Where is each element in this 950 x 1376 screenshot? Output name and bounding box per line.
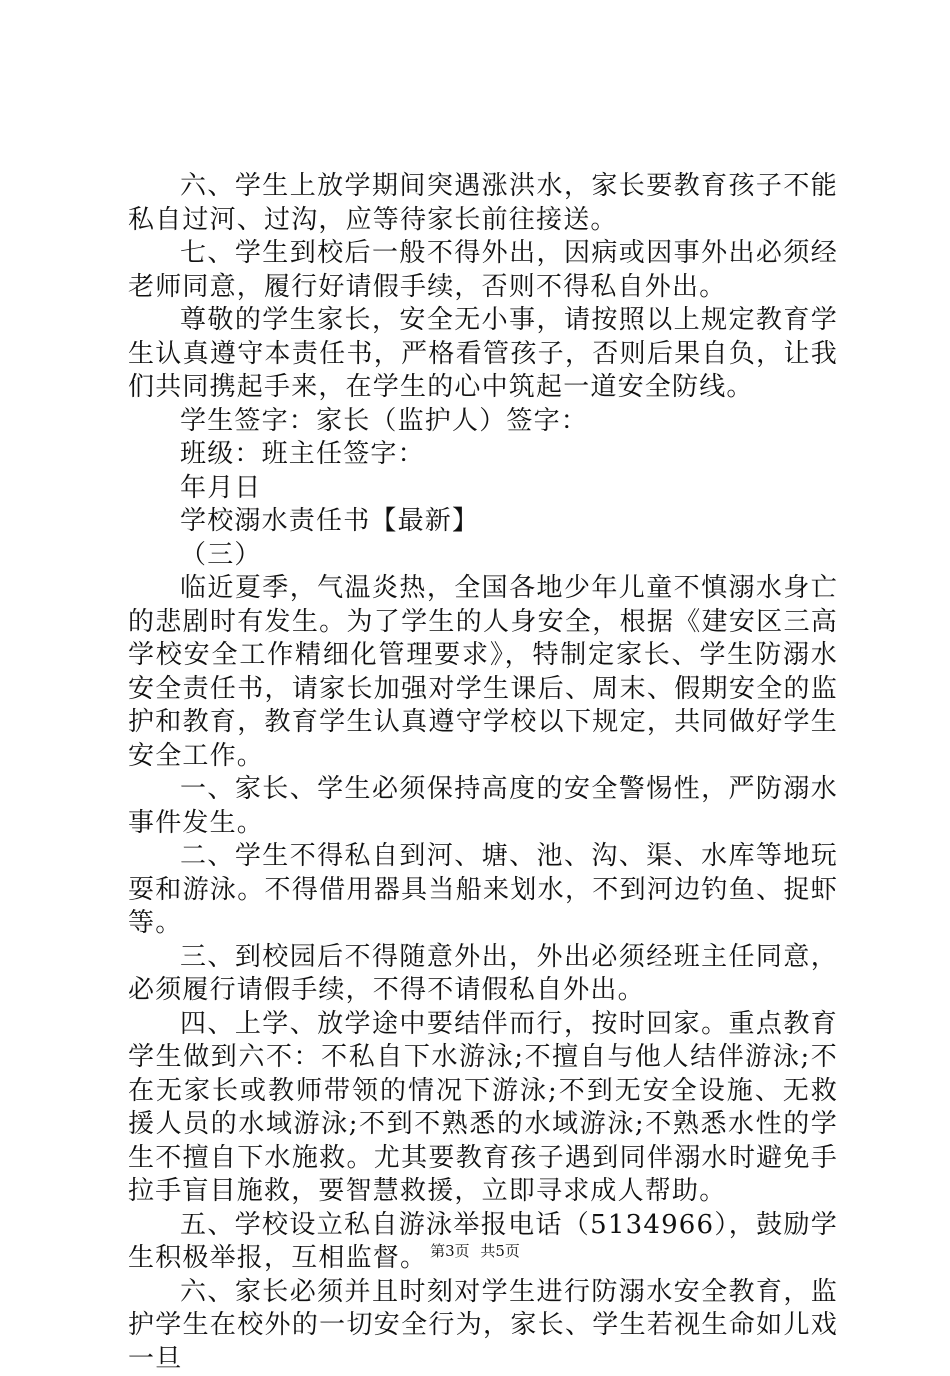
document-body (128, 170, 838, 1376)
page-number: 第3页 (430, 1242, 470, 1260)
date-line: 年月日 (128, 472, 838, 506)
signature-line-class-teacher: 班级：班主任签字： (128, 438, 838, 472)
paragraph-7-leave-school: 七、学生到校后一般不得外出，因病或因事外出必须经老师同意，履行好请假手续，否则不得私自外出。 (128, 237, 838, 304)
section-title: 学校溺水责任书【最新】 (128, 505, 838, 539)
rule-1: 一、家长、学生必须保持高度的安全警惕性，严防溺水事件发生。 (128, 773, 838, 840)
intro-paragraph: 临近夏季，气温炎热，全国各地少年儿童不慎溺水身亡的悲剧时有发生。为了学生的人身安全，根据《建安区三高学校安全工作精细化管理要求》，特制定家长、学生防溺水安全责任书，请家长加强对学生课后、周末、假期安全的监护和教育，教育学生认真遵守学校以下规定，共同做好学生安全工作。 (128, 572, 838, 773)
rule-3: 三、到校园后不得随意外出，外出必须经班主任同意，必须履行请假手续，不得不请假私自外出。 (128, 941, 838, 1008)
rule-4: 四、上学、放学途中要结伴而行，按时回家。重点教育学生做到六不：不私自下水游泳;不擅自与他人结伴游泳;不在无家长或教师带领的情况下游泳;不到无安全设施、无救援人员的水域游泳;不到不熟悉的水域游泳;不熟悉水性的学生不擅自下水施救。尤其要教育孩子遇到同伴溺水时避免手拉手盲目施救，要智慧救援，立即寻求成人帮助。 (128, 1008, 838, 1209)
page-footer (0, 1241, 950, 1261)
page-total: 共5页 (480, 1242, 520, 1260)
rule-6: 六、家长必须并且时刻对学生进行防溺水安全教育，监护学生在校外的一切安全行为，家长、学生若视生命如儿戏一旦 (128, 1276, 838, 1376)
rule-2: 二、学生不得私自到河、塘、池、沟、渠、水库等地玩耍和游泳。不得借用器具当船来划水，不到河边钓鱼、捉虾等。 (128, 840, 838, 941)
paragraph-parent-notice: 尊敬的学生家长，安全无小事，请按照以上规定教育学生认真遵守本责任书，严格看管孩子，否则后果自负，让我们共同携起手来，在学生的心中筑起一道安全防线。 (128, 304, 838, 405)
paragraph-6-flood: 六、学生上放学期间突遇涨洪水，家长要教育孩子不能私自过河、过沟，应等待家长前往接送。 (128, 170, 838, 237)
section-number: （三） (128, 539, 838, 573)
rule-5: 五、学校设立私自游泳举报电话（5134966），鼓励学生积极举报，互相监督。 (128, 1209, 838, 1276)
signature-line-student-parent: 学生签字：家长（监护人）签字： (128, 405, 838, 439)
